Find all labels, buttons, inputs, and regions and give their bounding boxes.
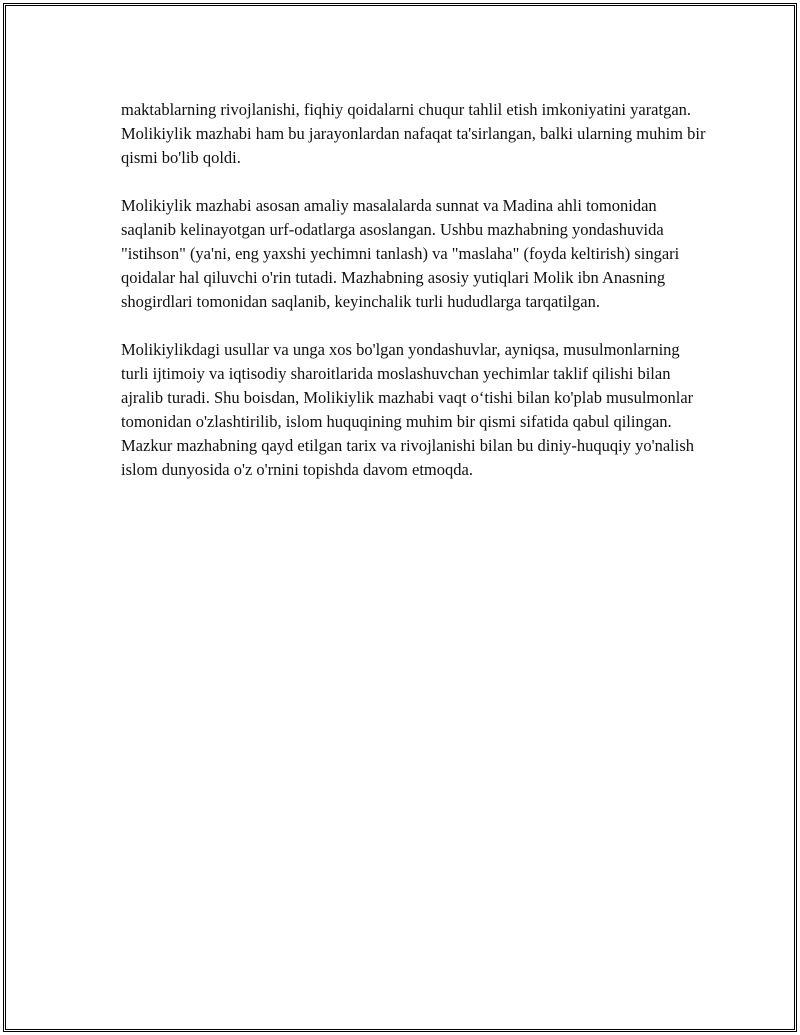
document-body — [121, 98, 711, 506]
paragraph-3: Molikiylikdagi usullar va unga xos bo'lgan yondashuvlar, ayniqsa, musulmonlarning turli ijtimoiy va iqtisodiy sharoitlarida moslashuvchan yechimlar taklif qilishi bilan ajralib turadi. Shu boisdan, Molikiylik mazhabi vaqt o‘tishi bilan ko'plab musulmonlar tomonidan o'zlashtirilib, islom huquqining muhim bir qismi sifatida qabul qilingan. Mazkur mazhabning qayd etilgan tarix va rivojlanishi bilan bu diniy-huquqiy yo'nalish islom dunyosida o'z o'rnini topishda davom etmoqda. — [121, 340, 695, 479]
paragraph-2: Molikiylik mazhabi asosan amaliy masalalarda sunnat va Madina ahli tomonidan saqlanib kelinayotgan urf-odatlarga asoslangan. Ushbu mazhabning yondashuvida "istihson" (ya'ni, eng yaxshi yechimni tanlash) va "maslaha" (foyda keltirish) singari qoidalar hal qiluvchi o'rin tutadi. Mazhabning asosiy yutiqlari Molik ibn Anasning shogirdlari tomonidan saqlanib, keyinchalik turli hududlarga tarqatilgan. — [121, 196, 680, 311]
paragraph-1: maktablarning rivojlanishi, fiqhiy qoidalarni chuqur tahlil etish imkoniyatini yaratgan. Molikiylik mazhabi ham bu jarayonlardan nafaqat ta'sirlangan, balki ularning muhim bir qismi bo'lib qoldi. — [121, 100, 706, 167]
document-page — [3, 3, 797, 1032]
